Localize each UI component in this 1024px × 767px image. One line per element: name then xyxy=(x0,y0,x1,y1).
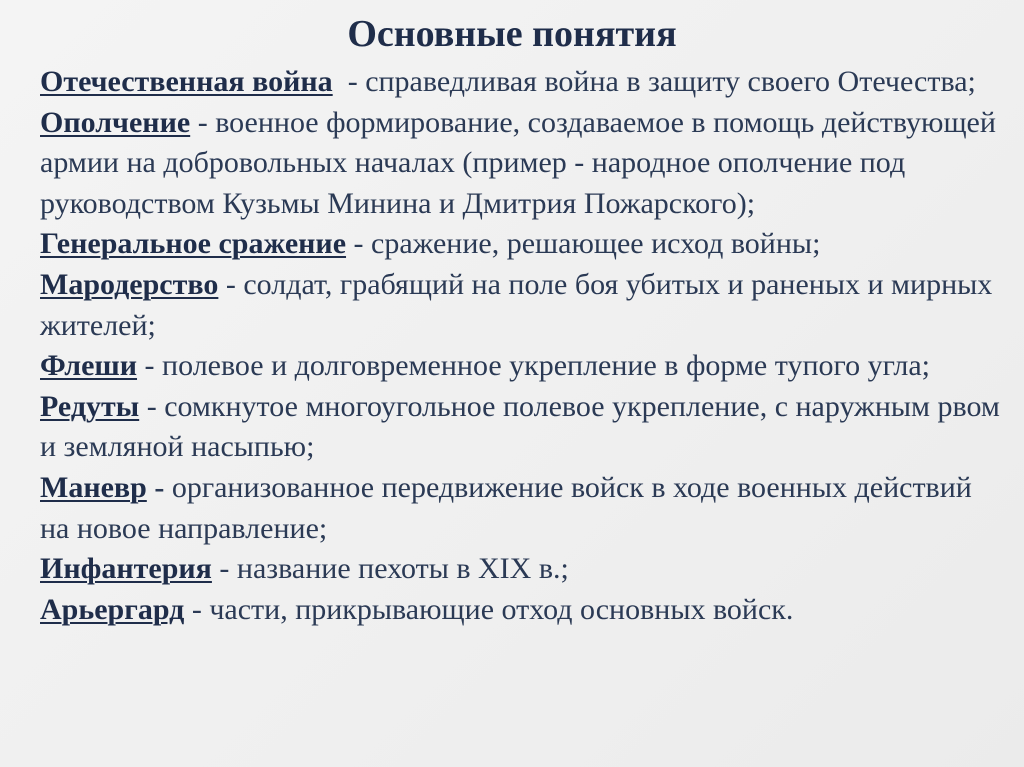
definition: солдат, грабящий на поле боя убитых и раненых и мирных жителей; xyxy=(40,267,993,342)
separator: - xyxy=(139,389,165,423)
slide-title: Основные понятия xyxy=(347,13,677,55)
separator: - xyxy=(346,227,372,261)
term: Флеши xyxy=(40,349,138,383)
definition-entry xyxy=(40,387,1000,468)
definition: военное формирование, создаваемое в помощь действующей армии на добровольных началах (пример - народное ополчение под руководством Кузьмы Минина и Дмитрия Пожарского); xyxy=(40,105,996,220)
definition: части, прикрывающие отход основных войск. xyxy=(209,592,794,626)
term: Мародерство xyxy=(40,267,219,301)
separator: - xyxy=(332,65,366,98)
term: Отечественная война xyxy=(40,65,333,98)
definition-entry xyxy=(40,224,1000,265)
definition-entry xyxy=(40,590,1000,631)
separator: - xyxy=(184,592,210,626)
definition-entry xyxy=(40,103,1000,225)
separator: - xyxy=(190,105,216,139)
definition: полевое и долговременное укрепление в форме тупого угла; xyxy=(162,349,930,383)
definition-entry xyxy=(40,468,1000,549)
separator: - xyxy=(137,349,163,383)
term: Арьергард xyxy=(40,592,185,626)
definition-entry xyxy=(40,62,1000,103)
term: Редуты xyxy=(40,389,140,423)
term: Генеральное сражение xyxy=(40,227,347,261)
definition: сражение, решающее исход войны; xyxy=(371,227,821,261)
separator: - xyxy=(146,470,172,504)
definition: организованное передвижение войск в ходе военных действий на новое направление; xyxy=(40,470,972,545)
definitions-list xyxy=(40,62,1000,630)
definition: сомкнутое многоугольное полевое укрепление, с наружным рвом и земляной насыпью; xyxy=(40,389,1000,464)
term: Инфантерия xyxy=(40,552,212,586)
definition: название пехоты в XIX в.; xyxy=(236,552,569,586)
term: Маневр xyxy=(40,470,147,504)
definition-entry xyxy=(40,346,1000,387)
definition-entry xyxy=(40,265,1000,346)
term: Ополчение xyxy=(40,105,191,139)
definition: справедливая война в защиту своего Отечества; xyxy=(365,65,976,98)
separator: - xyxy=(211,552,237,586)
separator: - xyxy=(218,267,244,301)
definition-entry xyxy=(40,549,1000,590)
